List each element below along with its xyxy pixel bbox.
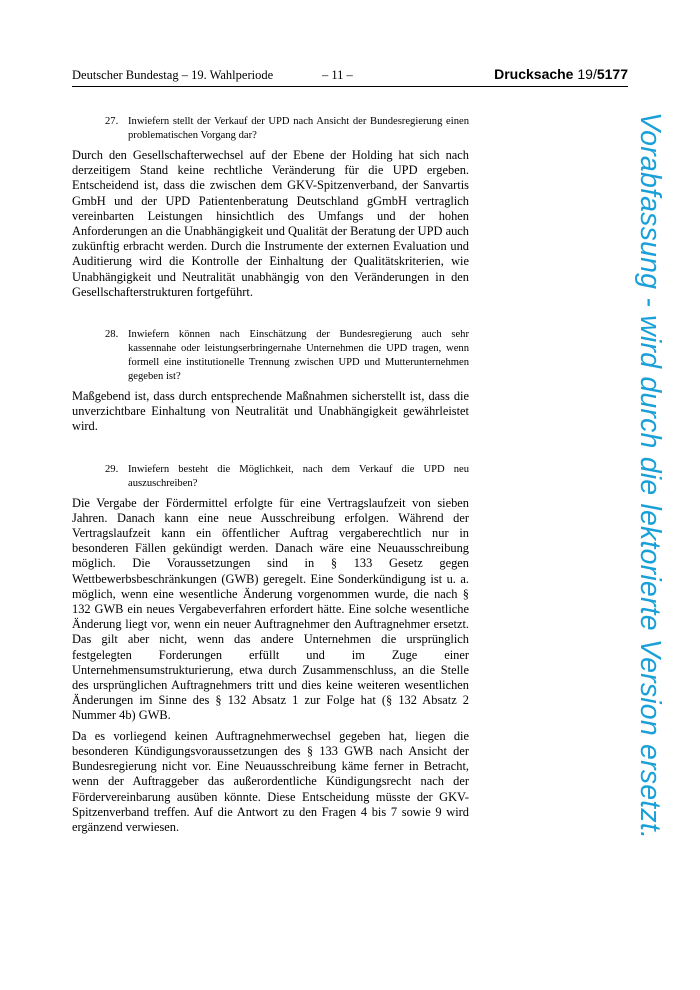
draft-watermark: Vorabfassung - wird durch die lektorierte Version ersetzt. <box>634 112 666 840</box>
drucksache-reference <box>494 66 628 82</box>
question-text: Inwiefern stellt der Verkauf der UPD nach Ansicht der Bundesregierung einen problematischen Vorgang dar? <box>128 116 469 141</box>
question-28 <box>105 328 469 384</box>
question-text: Inwiefern können nach Einschätzung der Bundesregierung auch sehr kassennahe oder leistungserbringernahe Unternehmen die UPD tragen, wenn formell eine institutionelle Trennung zwischen UPD und Mutterunternehmen gegeben ist? <box>128 329 469 383</box>
header-parliament: Deutscher Bundestag – 19. Wahlperiode <box>72 68 274 82</box>
question-text: Inwiefern besteht die Möglichkeit, nach dem Verkauf die UPD neu auszuschreiben? <box>128 463 469 489</box>
drucksache-number: 5177 <box>596 66 628 82</box>
question-number: 28. <box>105 329 119 341</box>
answer-27-paragraph: Durch den Gesellschafterwechsel auf der Ebene der Holding hat sich nach derzeitigem Stand keine rechtliche Veränderung für die UPD ergeben. Entscheidend ist, dass die zwischen dem GKV-Spitzenverband, der Sanvartis GmbH und der UPD Patientenberatung Deutschland gGmbH vertraglich vereinbarten Leistungen hinsichtlich des Umfangs und der hohen Anforderungen an die Unabhängigkeit und Qualität der Beratung der UPD auch zukünftig erbracht werden. Durch die Instrumente der externen Evaluation und Auditierung wird die Kontrolle der Einhaltung der Qualitätskriterien, wie Unabhängigkeit und Neutralität unabhängig von den Veränderungen in den Gesellschafterstrukturen fortgeführt. <box>72 148 469 299</box>
question-number: 27. <box>105 116 119 127</box>
document-body <box>72 115 469 835</box>
drucksache-label: Drucksache <box>494 66 574 82</box>
question-29 <box>105 463 469 491</box>
page-header <box>72 66 628 87</box>
question-number: 29. <box>105 463 119 475</box>
page-number: – 11 – <box>322 68 353 82</box>
answer-29-paragraph-2: Da es vorliegend keinen Auftragnehmerwechsel gegeben hat, liegen die besonderen Kündigungsvoraussetzungen des § 133 GWB nach Ansicht der Bundesregierung nicht vor. Eine Neuausschreibung käme ferner in Betracht, wenn der Auftraggeber das außerordentliche Kündigungsrecht nach der Fördervereinbarung ausüben könnte. Diese Entscheidung müsste der GKV-Spitzenverband treffen. Auf die Antwort zu den Fragen 4 bis 7 sowie 9 wird ergänzend verwiesen. <box>72 728 469 834</box>
answer-29-paragraph-1: Die Vergabe der Fördermittel erfolgte für eine Vertragslaufzeit von sieben Jahren. Danach kann eine neue Ausschreibung erfolgen. Während der Vertragslaufzeit kann ein öffentlicher Auftrag vergaberechtlich nur in besonderen Fällen gekündigt werden. Danach wäre eine Neuausschreibung möglich. Die Voraussetzungen sind in § 133 Gesetz gegen Wettbewerbsbeschränkungen (GWB) geregelt. Eine Sonderkündigung ist u. a. möglich, wenn eine wesentliche Änderung vorgenommen wurde, die nach § 132 GWB ein neues Vergabeverfahren erfordert hätte. Eine solche wesentliche Änderung liegt vor, wenn ein neuer Auftragnehmer den Auftragnehmer ersetzt. Das gilt aber nicht, wenn das andere Unternehmen die ursprünglich festgelegten Forderungen erfüllt und im Zuge einer Unternehmensumstrukturierung, etwa durch Zusammenschluss, an die Stelle des ursprünglichen Auftragnehmers tritt und dies keine weiteren wesentlichen Änderungen im Sinne des § 132 Absatz 1 zur Folge hat (§ 132 Absatz 2 Nummer 4b) GWB. <box>72 495 469 723</box>
question-27 <box>105 115 469 143</box>
drucksache-prefix: 19/ <box>577 66 597 82</box>
answer-28-paragraph: Maßgebend ist, dass durch entsprechende Maßnahmen sicherstellt ist, dass die unverzichtbare Einhaltung von Neutralität und Unabhängigkeit gewährleistet wird. <box>72 389 469 434</box>
